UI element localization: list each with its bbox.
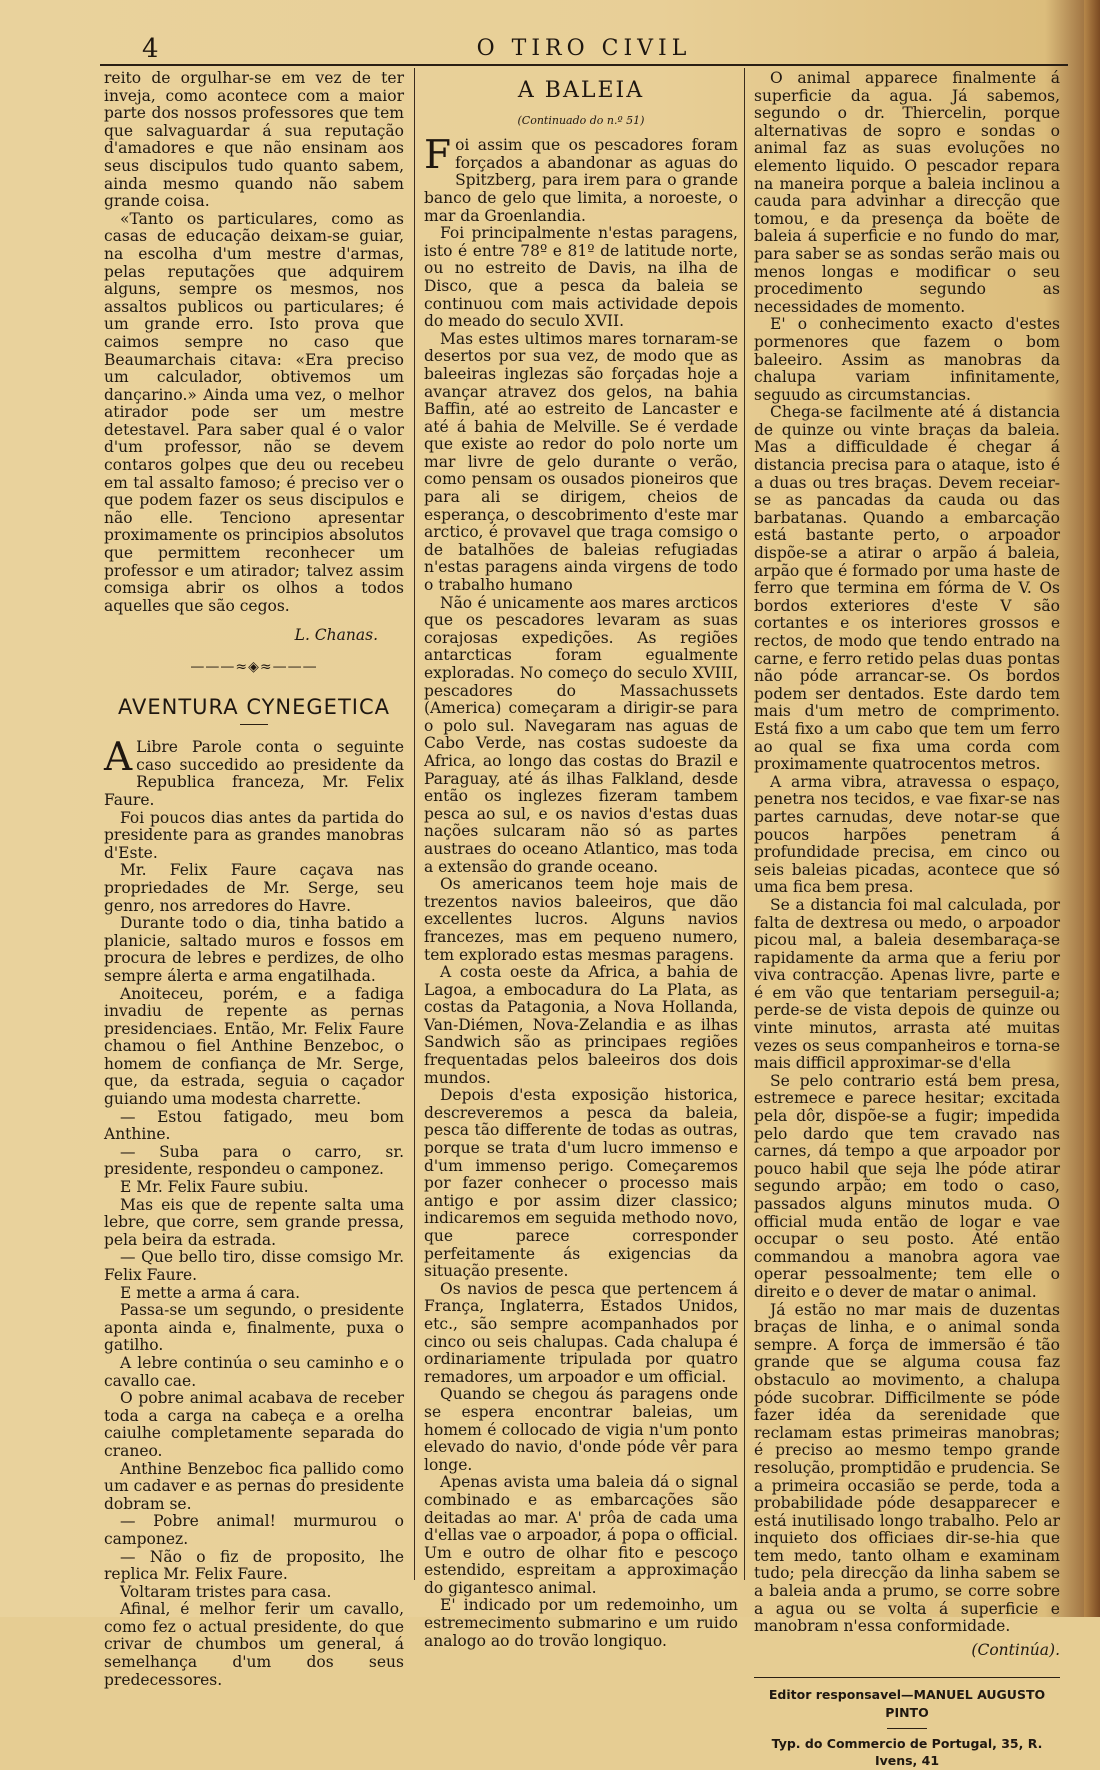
editor-line: Editor responsavel—MANUEL AUGUSTO PINTO [768,1687,1046,1721]
paragraph: Se a distancia foi mal calculada, por falta de dextresa ou medo, o arpoador picou mal, a baleia desembaraça-se rapidamente da arma que a feriu por viva contracção. Apenas livre, parte e é em vão que tentariam perseguil-a; perde-se de vista depois de quinze ou vinte minutos, arrasta até muitas vezes os seus companheiros e torna-se mais difficil approximar-se d'ella [754,895,1060,1073]
imprint-rule [887,1728,927,1729]
paragraph: Mas estes ultimos mares tornaram-se desertos por sua vez, de modo que as baleeiras inglezas são forçadas hoje a avançar atravez dos gelos, na bahia Baffin, até ao estreito de Lancaster e até á bahia de Melville. Se é verdade que existe ao redor do polo norte um mar livre de gelo durante o verão, como pensam os ousados pioneiros que para ali se dirigem, cheios de esperança, o descobrimento d'este mar arctico, é provavel que traga comsigo o de batalhões de baleias refugiadas n'estas paragens ainda virgens de todo o trabalho humano [424,329,738,595]
paragraph: Mr. Felix Faure caçava nas propriedades de Mr. Serge, seu genro, nos arredores do Havre. [104,861,404,915]
paragraph: Anoiteceu, porém, e a fadiga invadiu de repente as pernas presidenciaes. Então, Mr. Felix Faure chamou o fiel Anthine Benzeboc, o homem de confiança de Mr. Serge, que, da estrada, seguia o caçador guiando uma modesta charrette. [104,984,404,1109]
lead-paragraph: A Libre Parole conta o seguinte caso succedido ao presidente da Republica franceza, Mr. Felix Faure. [104,735,404,809]
paragraph: — Não o fiz de proposito, lhe replica Mr. Felix Faure. [104,1547,404,1584]
column-rule [744,68,745,1580]
article-title: A BALEIA [517,78,645,103]
ornament-divider: ———≈◈≈——— [190,659,318,675]
paragraph: Se pelo contrario está bem presa, estremece e parece hesitar; excitada pela dôr, dispõe-se a fugir; impedida pelo dardo que tem cravado nas carnes, dá tempo a que arpoador por pouco habil que seja lhe póde atirar segundo arpão; em todo o caso, passados alguns minutos muda. O official muda então de logar e vae occupar o seu posto. Até então commandou a manobra agora vae operar pessoalmente; tem elle o direito e o dever de matar o animal. [754,1071,1060,1301]
paragraph: O animal apparece finalmente á superficie da agua. Já sabemos, segundo o dr. Thiercelin, porque alternativas de sopro e sondas o animal faz as suas evoluções no elemento liquido. O pescador repara na maneira porque a baleia inclinou a cauda para advinhar a direcção que tomou, e da presença da boëte de baleia á superficie e no fundo do mar, para saber se as sondas serão mais ou menos longas e modificar o seu procedimento segundo as necessidades de momento. [754,69,1060,316]
paragraph: E Mr. Felix Faure subiu. [120,1178,309,1197]
running-title: O TIRO CIVIL [476,36,692,61]
article-body-continued [754,70,1060,1636]
paragraph: Quando se chegou ás paragens onde se espera encontrar baleias, um homem é collocado de vigia n'um ponto elevado do navio, d'onde póde vêr para longe. [424,1385,738,1474]
paragraph: Mas eis que de repente salta uma lebre, que corre, sem grande pressa, pela beira da estrada. [104,1195,404,1249]
printer-line: Typ. do Commercio de Portugal, 35, R. Ivens, 41 [771,1735,1043,1769]
paragraph: A costa oeste da Africa, a bahia de Lagoa, a embocadura do La Plata, as costas da Patagonia, a Nova Hollanda, Van-Diémen, Nova-Zelandia e as ilhas Sandwich são as principaes regiões frequentadas pelos baleeiros dos dois mundos. [424,963,738,1087]
signature: L. Chanas. [294,626,378,645]
paragraph: — Estou fatigado, meu bom Anthine. [104,1107,404,1144]
drop-cap: F [424,133,452,179]
paragraph: A lebre continúa o seu caminho e o cavallo cae. [104,1353,404,1390]
column-rule [414,68,415,1580]
paragraph: Depois d'esta exposição historica, descreveremos a pesca da baleia, pesca tão differente de todas as outras, porque se trata d'um lucro immenso e d'um immenso perigo. Começaremos por fazer conhecer o processo mais antigo e por assim dizer classico; indicaremos em seguida methodo novo, que parece corresponder perfeitamente ás exigencias da situação presente. [424,1086,738,1281]
continued-note: (Continuado do n.º 51) [517,113,645,127]
paragraph: Passa-se um segundo, o presidente aponta ainda e, finalmente, puxa o gatilho. [104,1301,404,1355]
paragraph: Afinal, é melhor ferir um cavallo, como fez o actual presidente, do que crivar de chumbos um general, á semelhança d'um dos seus predecessores. [104,1600,404,1689]
paragraph: E mette a arma á cara. [120,1283,301,1302]
continua-note: (Continúa). [971,1640,1060,1659]
paragraph: reito de orgulhar-se em vez de ter inveja, como acontece com a maior parte dos nossos professores que tem que salvaguardar á sua reputação d'amadores e que não ensinam aos seus discipulos tudo quanto sabem, ainda mesmo quando não sabem grande coisa. [104,69,404,211]
paragraph: — Que bello tiro, disse comsigo Mr. Felix Faure. [104,1248,404,1284]
paragraph: — Pobre animal! murmurou o camponez. [104,1512,404,1548]
paragraph: Apenas avista uma baleia dá o signal combinado e as embarcações são deitadas ao mar. A' prôa de cada uma d'ellas vae o arpoador, á popa o official. Um e outro de olhar fito e pescoço estendido, espreitam a approximação do gigantesco animal. [424,1473,738,1597]
paragraph: A arma vibra, atravessa o espaço, penetra nos tecidos, e vae fixar-se nas partes carnudas, deve notar-se que poucos harpões penetram á profundidade precisa, em cinco ou seis baleias picadas, acontece que só uma fica bem presa. [754,772,1060,897]
section-title: AVENTURA CYNEGETICA [117,694,391,719]
imprint [754,1677,1060,1769]
page-header [100,30,1068,66]
page-edge [1084,0,1100,1617]
drop-cap: A [104,735,133,781]
paragraph: Os navios de pesca que pertencem á França, Inglaterra, Estados Unidos, etc., são sempre acompanhados por cinco ou seis chalupas. Cada chalupa é ordinariamente tripulada por quatro remadores, um arpoador e um official. [424,1279,738,1386]
paragraph: Durante todo o dia, tinha batido a planicie, saltado muros e fossos em procura de lebres e perdizes, de olho sempre álerta e arma engatilhada. [104,914,404,985]
paragraph: Foi principalmente n'estas paragens, isto é entre 78º e 81º de latitude norte, ou no estreito de Davis, na ilha de Disco, que a pesca da baleia se continuou com mais actividade depois do meado do seculo XVII. [424,224,738,331]
paragraph: — Suba para o carro, sr. presidente, respondeu o camponez. [104,1142,404,1179]
page-number: 4 [142,34,159,64]
paragraph: Chega-se facilmente até á distancia de quinze ou vinte braças da baleia. Mas a difficuldade é chegar á distancia precisa para o ataque, isto é a duas ou tres braças. Devem receiar-se as pancadas da cauda ou das barbatanas. Quando a embarcação está bastante perto, o arpoador dispõe-se a atirar o arpão á baleia, arpão que é formado por uma haste de ferro que termina em fórma de V. Os bordos exteriores d'este V são cortantes e os interiores grossos e rectos, de modo que tendo entrado na carne, e ferro retido pelas duas pontas não póde arrancar-se. Os bordos podem ser dentados. Este dardo tem mais d'um metro de comprimento. Está fixo a um cabo que tem um ferro ao qual se fixa uma corda com proximamente quatrocentos metros. [754,403,1060,774]
story-body [104,810,404,1690]
paragraph: Os americanos teem hoje mais de trezentos navios baleeiros, que dão excellentes lucros. Alguns navios francezes, mas em pequeno numero, tem explorado estas mesmas paragens. [424,875,738,964]
paragraph: Foi poucos dias antes da partida do presidente para as grandes manobras d'Este. [104,808,404,862]
article-body [424,225,738,1650]
paragraph: Já estão no mar mais de duzentas braças de linha, e o animal sonda sempre. A força de immersão é tão grande que se alguma cousa faz obstaculo ao movimento, a chalupa póde sucobrar. Difficilmente se póde fazer idéa da serenidade que reclamam estas primeiras manobras; é preciso ao mesmo tempo grande resolução, promptidão e prudencia. Se a primeira occasião se perde, toda a probabilidade póde desapparecer e está inutilisado longo trabalho. Pelo ar inquieto dos officiaes dir-se-hia que tem medo, tanto olham e examinam tudo; pela direcção da linha sabem se a baleia anda a prumo, se corre sobre a agua ou se volta á superficie e manobram n'essa conformidade. [754,1300,1060,1636]
paragraph: Não é unicamente aos mares arcticos que os pescadores levaram as suas corajosas expedições. As regiões antarcticas foram egualmente exploradas. No começo do seculo XVIII, pescadores do Massachussets (America) começaram a dirigir-se para o polo sul. Navegaram nas aguas de Cabo Verde, nas costas sudoeste da Africa, ao longo das costas do Brazil e Paraguay, até ás ilhas Falkland, desde então os inglezes fizeram tambem pesca ao sul, e os navios d'estas duas nações sulcaram não só as partes austraes do oceano Atlantico, mas toda a extensão do grande oceano. [424,593,738,876]
column-2 [424,70,738,1650]
column-3 [754,69,1060,1769]
lead-paragraph: Foi assim que os pescadores foram forçados a abandonar as aguas do Spitzberg, para irem para o grande banco de gelo que limita, a noroeste, o mar da Groenlandia. [424,133,738,225]
paragraph: O pobre animal acabava de receber toda a carga na cabeça e a orelha caiulhe completamente separada do craneo. [104,1389,404,1460]
paragraph: «Tanto os particulares, como as casas de educação deixam-se guiar, na escolha d'um mestre d'armas, pelas reputações que adquirem alguns, sempre os mesmos, nos assaltos publicos ou particulares; é um grande erro. Isto prova que caimos sempre no caso que Beaumarchais citava: «Era preciso um calculador, obtivemos um dançarino.» Ainda uma vez, o melhor atirador pode ser um mestre detestavel. Para saber qual é o valor d'um professor, não se devem contaros golpes que deu ou recebeu em tal assalto famoso; é preciso ver o que podem fazer os seus discipulos e não elle. Tenciono apresentar proximamente os principios absolutos que permittem reconhecer um professor e um atirador; talvez assim comsiga abrir os olhos a todos aquelles que são cegos. [104,209,404,615]
column-1 [104,69,404,1689]
paragraph: E' indicado por um redemoinho, um estremecimento submarino e um ruido analogo ao do trovão longiquo. [424,1596,738,1650]
paragraph: Voltaram tristes para casa. [120,1582,332,1601]
paragraph: E' o conhecimento exacto d'estes pormenores que fazem o bom baleeiro. Assim as manobras da chalupa variam infinitamente, seguudo as circumstancias. [754,315,1060,404]
title-rule [240,724,268,725]
paragraph: Anthine Benzeboc fica pallido como um cadaver e as pernas do presidente dobram se. [104,1459,404,1513]
